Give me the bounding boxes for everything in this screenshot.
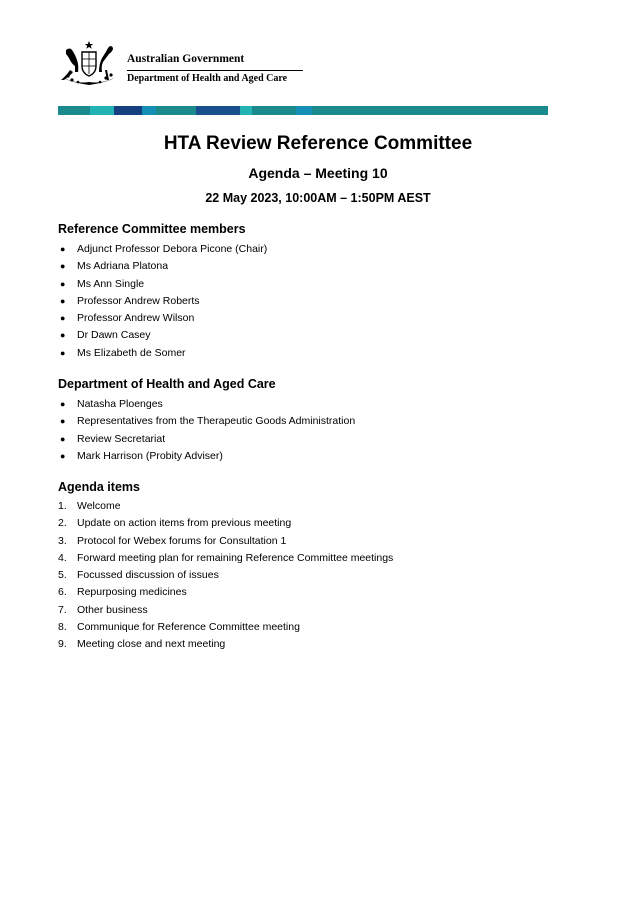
agenda-item-text: Protocol for Webex forums for Consultation 1 (77, 534, 287, 547)
band-segment (58, 106, 90, 115)
band-segment (312, 106, 548, 115)
list-item (58, 258, 267, 275)
list-item-text: Adjunct Professor Debora Picone (Chair) (77, 243, 268, 255)
page-title: HTA Review Reference Committee (163, 133, 473, 154)
band-segment (90, 106, 114, 115)
list-item (58, 276, 267, 293)
logo-divider (127, 70, 303, 71)
list-item-text: Dr Dawn Casey (77, 329, 151, 342)
bullet-icon: ● (60, 450, 66, 461)
agenda-item (58, 550, 393, 567)
agenda-item-text: Welcome (77, 500, 121, 512)
bullet-icon: ● (60, 433, 66, 444)
list-item-text: Natasha Ploenges (77, 398, 163, 410)
agenda-item-number: 3. (58, 534, 67, 547)
bullet-icon: ● (60, 278, 66, 289)
bullet-icon: ● (60, 399, 66, 409)
meeting-date: 22 May 2023, 10:00AM – 1:50PM AEST (205, 191, 431, 205)
members-heading: Reference Committee members (58, 222, 246, 236)
list-item (58, 448, 355, 465)
list-item (58, 293, 267, 310)
list-item-text: Professor Andrew Wilson (77, 312, 195, 325)
list-item (58, 431, 355, 448)
agenda-item-number: 6. (58, 586, 67, 599)
agenda-item-number: 1. (58, 500, 67, 512)
list-item (58, 396, 355, 413)
bullet-icon: ● (60, 347, 66, 358)
list-item-text: Ms Ann Single (77, 277, 145, 290)
coat-of-arms-icon (58, 40, 120, 86)
agenda-item-number: 2. (58, 517, 67, 530)
list-item (58, 327, 267, 344)
agenda-item (58, 567, 393, 584)
band-segment (240, 106, 252, 115)
color-band (58, 106, 548, 115)
bullet-icon: ● (60, 330, 66, 341)
band-segment (252, 106, 296, 115)
band-segment (296, 106, 312, 115)
agenda-item-text: Repurposing medicines (77, 586, 187, 599)
agenda-item-text: Update on action items from previous meeting (77, 517, 292, 530)
agenda-item (58, 602, 393, 619)
band-segment (142, 106, 156, 115)
band-segment (156, 106, 196, 115)
department-list (58, 396, 355, 465)
members-list (58, 241, 267, 362)
agenda-item (58, 619, 393, 636)
agenda-item-number: 4. (58, 551, 67, 564)
agenda-item (58, 533, 393, 550)
band-segment (114, 106, 142, 115)
bullet-icon: ● (60, 313, 66, 324)
agenda-heading: Agenda items (58, 480, 140, 494)
agenda-item-number: 5. (58, 569, 67, 582)
list-item-text: Ms Elizabeth de Somer (77, 346, 186, 359)
agenda-item-text: Other business (77, 603, 148, 616)
agenda-item-number: 9. (58, 638, 67, 651)
list-item-text: Representatives from the Therapeutic Goods Administration (77, 415, 356, 428)
agenda-item-number: 8. (58, 621, 67, 634)
agenda-item-number: 7. (58, 603, 67, 616)
agenda-item-text: Focussed discussion of issues (77, 569, 219, 582)
agenda-item (58, 515, 393, 532)
bullet-icon: ● (60, 261, 66, 272)
agenda-item-text: Communique for Reference Committee meeting (77, 621, 300, 634)
agenda-item-text: Forward meeting plan for remaining Reference Committee meetings (77, 551, 394, 564)
agenda-list (58, 498, 393, 654)
band-segment (196, 106, 240, 115)
agenda-item (58, 584, 393, 601)
agenda-item (58, 636, 393, 653)
department-name: Department of Health and Aged Care (127, 73, 288, 84)
meeting-subtitle: Agenda – Meeting 10 (248, 165, 388, 181)
bullet-icon: ● (60, 295, 66, 306)
agenda-item-text: Meeting close and next meeting (77, 638, 226, 651)
list-item (58, 241, 267, 258)
list-item (58, 413, 355, 430)
list-item (58, 345, 267, 362)
list-item-text: Ms Adriana Platona (77, 260, 169, 273)
government-name: Australian Government (127, 53, 245, 65)
bullet-icon: ● (60, 416, 66, 427)
list-item-text: Professor Andrew Roberts (77, 294, 200, 307)
list-item-text: Mark Harrison (Probity Adviser) (77, 449, 223, 462)
department-heading: Department of Health and Aged Care (58, 377, 276, 391)
government-logo (58, 40, 308, 88)
agenda-item (58, 498, 393, 515)
list-item (58, 310, 267, 327)
bullet-icon: ● (60, 244, 66, 254)
list-item-text: Review Secretariat (77, 432, 166, 445)
